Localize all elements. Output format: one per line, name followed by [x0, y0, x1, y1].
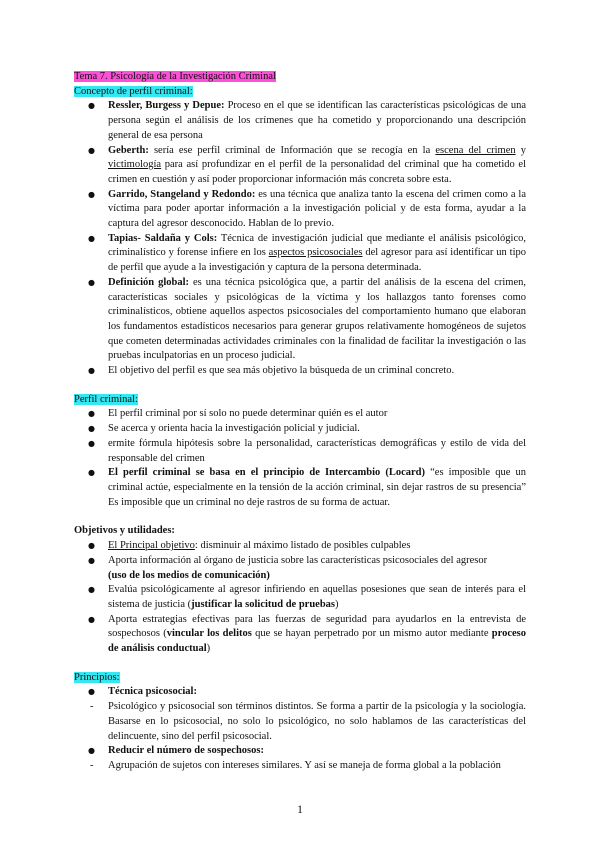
- principios-dash-1: [74, 700, 526, 744]
- list-item: ● Reducir el número de sospechosos:: [74, 744, 526, 759]
- objetivos-heading: Objetivos y utilidades:: [74, 525, 175, 537]
- list-item: ● Técnica psicosocial:: [74, 685, 526, 700]
- concepto-list: [74, 99, 526, 378]
- principios-dash-2: [74, 759, 526, 774]
- list-item: - Psicológico y psicosocial son términos distintos. Se forma a partir de la psicología y la sociología. Basarse en lo psicosocial, no solo lo psicológico, no solo hablamos de las características del delincuente, sino del perfil psicosocial.: [74, 700, 526, 744]
- list-item: ● ermite fórmula hipótesis sobre la personalidad, características demográficas y estilo de vida del responsable del crimen: [74, 437, 526, 466]
- list-item: ● El perfil criminal se basa en el principio de Intercambio (Locard) “es imposible que un criminal actúe, especialmente en la tensión de la acción criminal, sin dejar rastros de su presencia” Es imposible que un criminal no deje rastros de su forma de actuar.: [74, 466, 526, 510]
- perfil-list: [74, 407, 526, 510]
- list-item: - Agrupación de sujetos con intereses similares. Y así se maneja de forma global a la población: [74, 759, 526, 774]
- list-item: ● Aporta información al órgano de justicia sobre las características psicosociales del agresor (uso de los medios de comunicación): [74, 554, 526, 583]
- page-number: 1: [297, 802, 303, 816]
- list-item: ● Geberth: sería ese perfil criminal de Información que se recogía en la escena del crimen y victimología para así profundizar en el perfil de la personalidad del criminal que ha cometido el crimen en cuestión y así poder proporcionar información más concreta sobre esta.: [74, 144, 526, 188]
- list-item: ● Evalúa psicológicamente al agresor infiriendo en aquellas posesiones que sean de interés para el sistema de justicia (justificar la solicitud de pruebas): [74, 583, 526, 612]
- perfil-heading: Perfil criminal:: [74, 393, 138, 405]
- list-item: ● Definición global: es una técnica psicológica que, a partir del análisis de la escena del crimen, características sociales y psicológicas de la víctima y los hallazgos tanto forenses como criminalísticos, obtiene aquellos aspectos psicosociales del comportamiento humano que elaboran los fundamentos estadísticos necesarios para generar grupos relativamente homogéneos de sujetos que cometen determinadas actividades criminales con la finalidad de facilitar la investigación o las pruebas inculpatorias en un proceso judicial.: [74, 276, 526, 364]
- document-title: Tema 7. Psicología de la Investigación Criminal: [74, 71, 276, 82]
- objetivos-list: [74, 539, 526, 657]
- principios-heading: Principios:: [74, 671, 120, 683]
- list-item: ● El Principal objetivo: disminuir al máximo listado de posibles culpables: [74, 539, 526, 554]
- list-item: ● Garrido, Stangeland y Redondo: es una técnica que analiza tanto la escena del crimen como a la víctima para poder aportar información a la investigación policial y de esta forma, ayudar a la captura del agresor desconocido. Hablan de lo previo.: [74, 188, 526, 232]
- list-item: ● El perfil criminal por sí solo no puede determinar quién es el autor: [74, 407, 526, 422]
- list-item: ● Aporta estrategias efectivas para las fuerzas de seguridad para ayudarlos en la entrevista de sospechosos (vincular los delitos que se hayan perpetrado por un mismo autor mediante proceso de análisis conductual): [74, 613, 526, 657]
- principios-list-2: [74, 744, 526, 759]
- list-item: ● Se acerca y orienta hacia la investigación policial y judicial.: [74, 422, 526, 437]
- list-item: ● Ressler, Burgess y Depue: Proceso en el que se identifican las características psicológicas de una persona según el análisis de los crímenes que ha cometido y proporcionando una descripción general de esa persona: [74, 99, 526, 143]
- principios-list-1: [74, 685, 526, 700]
- list-item: ● Tapias- Saldaña y Cols: Técnica de investigación judicial que mediante el análisis psicológico, criminalístico y forense infiere en los aspectos psicosociales del agresor para así identificar un tipo de perfil que ayude a la investigación y captura de la persona determinada.: [74, 232, 526, 276]
- list-item: ● El objetivo del perfil es que sea más objetivo la búsqueda de un criminal concreto.: [74, 364, 526, 379]
- concepto-heading: Concepto de perfil criminal:: [74, 85, 193, 97]
